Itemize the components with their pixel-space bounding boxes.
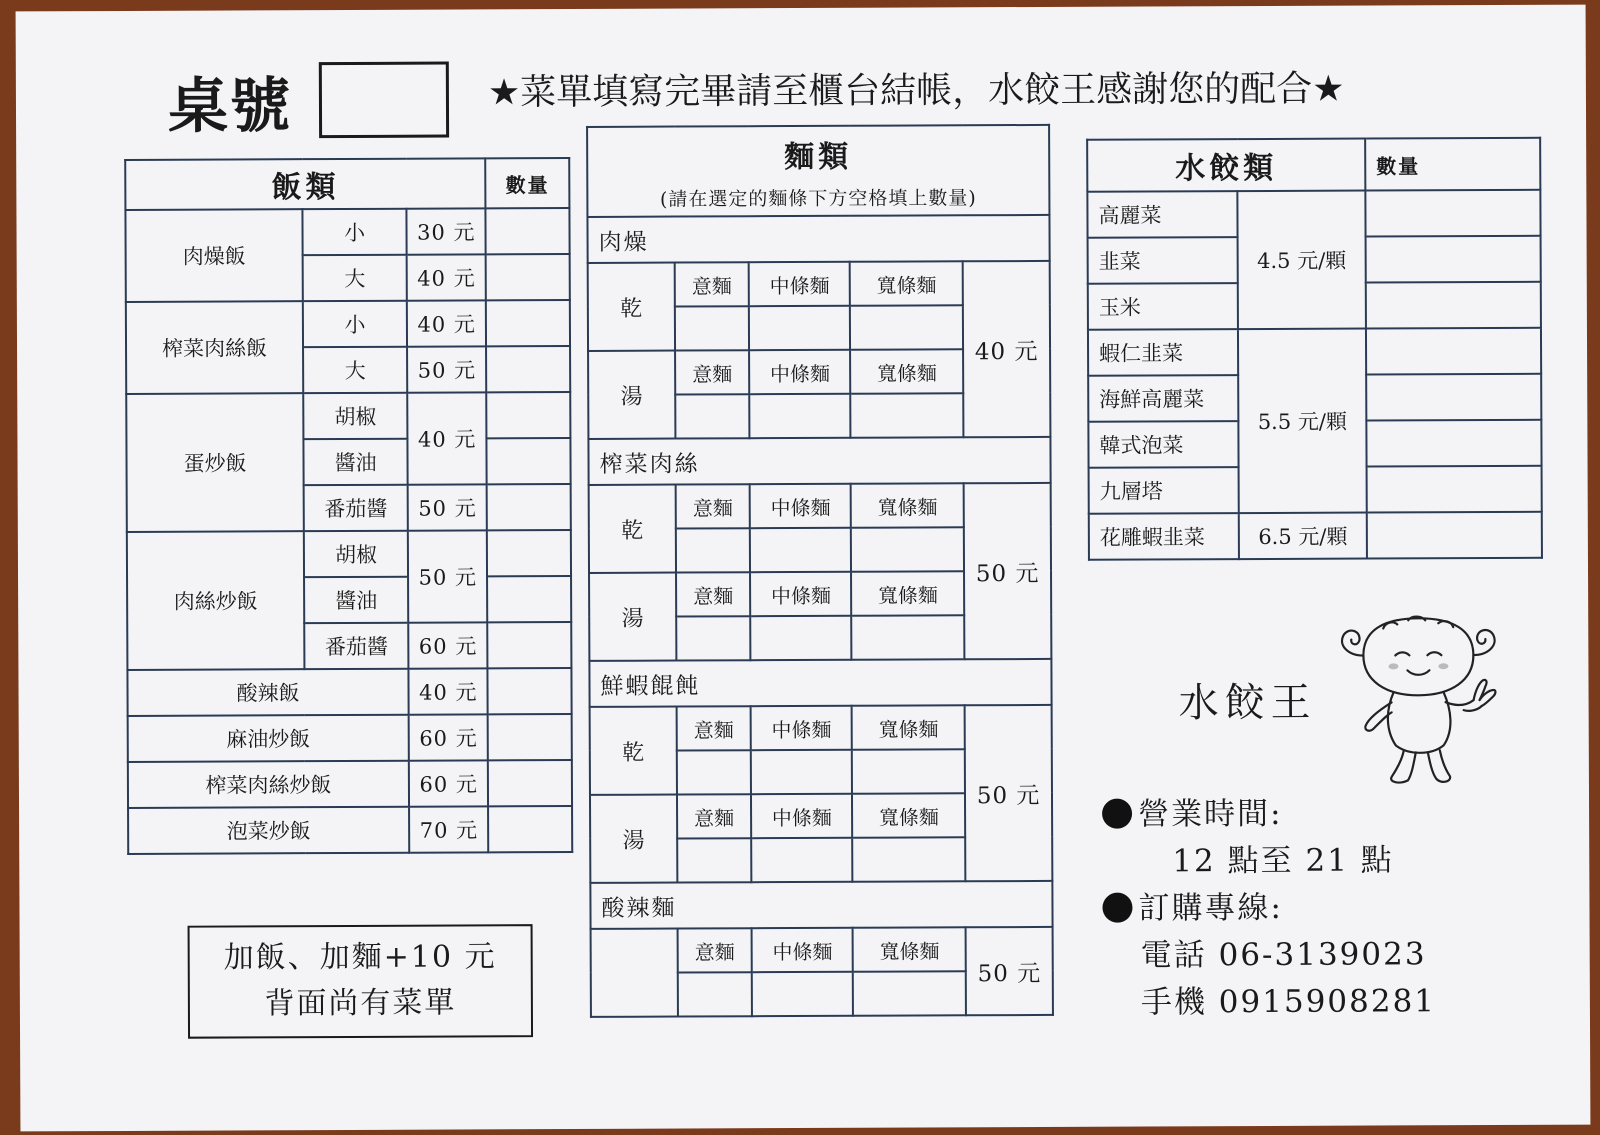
noodle-option: 意麵 [676,572,751,616]
rice-size: 大 [303,255,407,301]
noodle-option: 中條麵 [750,484,851,528]
brand-name: 水餃王 [1178,679,1317,727]
noodle-price: 40 元 [963,261,1051,437]
extras-line-2: 背面尚有菜單 [264,985,457,1022]
rice-price: 50 元 [408,484,488,530]
noodle-dry-label: 乾 [590,707,677,795]
menu-sheet [16,5,1591,1132]
rice-item-name: 榨菜肉絲飯 [126,301,304,394]
noodle-option: 中條麵 [749,262,850,306]
rice-item-name: 泡菜炒飯 [128,807,409,854]
qty-cell[interactable] [852,837,965,881]
dumpling-name: 蝦仁韭菜 [1088,329,1238,376]
noodle-price: 50 元 [964,483,1052,659]
noodle-option: 中條麵 [749,350,850,394]
dumpling-price: 5.5 元/顆 [1238,329,1367,514]
noodle-option: 中條麵 [752,928,853,972]
noodle-dry-label: 乾 [588,263,675,351]
qty-cell[interactable] [751,616,852,660]
dumpling-name: 花雕蝦韭菜 [1089,513,1239,560]
noodle-option: 寬條麵 [851,483,964,527]
rice-size: 小 [303,301,407,347]
rice-price: 50 元 [408,530,488,622]
rice-title: 飯類 [125,158,486,210]
rice-price: 40 元 [408,668,488,714]
rice-seasoning: 醬油 [304,577,408,623]
qty-cell[interactable] [751,750,852,794]
qty-cell[interactable] [1366,328,1541,375]
dumpling-name: 韓式泡菜 [1088,421,1238,468]
notice-text: ★菜單填寫完畢請至櫃台結帳，水餃王感謝您的配合★ [487,68,1345,114]
noodle-option: 意麵 [674,262,749,306]
noodle-soup-label: 湯 [588,351,675,439]
qty-cell[interactable] [1367,512,1542,559]
qty-cell[interactable] [853,971,966,1015]
noodle-option: 意麵 [677,928,752,972]
rice-table [124,157,573,855]
qty-cell[interactable] [486,300,570,346]
noodle-option: 意麵 [675,350,750,394]
rice-size: 大 [303,347,407,393]
noodle-option: 寬條麵 [850,261,963,305]
dumpling-name: 九層塔 [1089,467,1239,514]
qty-cell[interactable] [677,838,752,882]
dumpling-name: 高麗菜 [1087,191,1237,238]
qty-cell[interactable] [487,530,571,576]
rice-price: 30 元 [406,208,486,254]
rice-item-name: 酸辣飯 [127,669,408,716]
qty-cell[interactable] [488,668,572,714]
qty-cell[interactable] [486,346,570,392]
dumpling-name: 玉米 [1088,283,1238,330]
table-number-box[interactable] [319,62,449,139]
qty-cell[interactable] [675,306,750,350]
qty-cell[interactable] [851,615,964,659]
qty-cell[interactable] [488,760,572,806]
rice-item-name: 蛋炒飯 [126,393,304,532]
noodle-header [587,125,1049,217]
dumpling-qty-label: 數量 [1365,138,1540,191]
noodle-item-name: 酸辣麵 [590,881,1052,929]
dumpling-name: 韭菜 [1088,237,1238,284]
noodle-price: 50 元 [965,705,1053,881]
qty-cell[interactable] [749,306,850,350]
noodle-option: 寬條麵 [852,705,965,749]
qty-cell[interactable] [488,576,572,622]
qty-cell[interactable] [488,622,572,668]
qty-cell[interactable] [1366,282,1541,329]
noodle-table [586,124,1054,1018]
noodle-option: 中條麵 [751,706,852,750]
rice-price: 50 元 [407,346,487,392]
hours-label: 營業時間: [1138,795,1283,833]
dumpling-price: 6.5 元/顆 [1239,513,1367,560]
noodle-soup-label: 湯 [589,573,676,661]
bullet-icon [1102,893,1132,923]
qty-cell[interactable] [1367,466,1542,513]
dumpling-name: 海鮮高麗菜 [1088,375,1238,422]
rice-price: 60 元 [408,622,488,668]
rice-item-name: 榨菜肉絲炒飯 [128,761,409,808]
rice-seasoning: 番茄醬 [304,623,408,669]
hours-value: 12 點至 21 點 [1172,842,1394,880]
noodle-option: 意麵 [676,706,751,750]
qty-cell[interactable] [750,394,851,438]
noodle-price: 50 元 [966,927,1053,1015]
noodle-option: 中條麵 [750,572,851,616]
noodle-option: 寬條麵 [853,927,966,971]
noodle-subtitle: (請在選定的麵條下方空格填上數量) [659,186,977,211]
phone-number[interactable]: 電話 06-3139023 [1140,936,1427,974]
qty-cell[interactable] [851,527,964,571]
bullet-icon [1102,799,1132,829]
noodle-title: 麵類 [784,139,853,175]
rice-seasoning: 胡椒 [304,531,408,577]
qty-cell[interactable] [488,714,572,760]
rice-size: 小 [303,209,407,255]
noodle-option: 中條麵 [751,794,852,838]
qty-cell[interactable] [677,750,752,794]
rice-item-name: 肉絲炒飯 [127,531,305,670]
extras-box [188,924,533,1039]
noodle-option: 意麵 [675,484,750,528]
noodle-dry-label: 乾 [589,485,676,573]
rice-price: 40 元 [407,392,487,484]
qty-cell[interactable] [750,528,851,572]
noodle-type-blank [591,929,678,1017]
qty-cell[interactable] [1366,420,1541,467]
dumpling-title: 水餃類 [1087,139,1365,192]
rice-price: 40 元 [407,300,487,346]
noodle-item-name: 肉燥 [587,215,1049,263]
table-number-label: 桌號 [167,71,293,142]
qty-cell[interactable] [852,749,965,793]
rice-item-name: 肉燥飯 [125,209,303,302]
rice-qty-label: 數量 [486,158,570,208]
qty-cell[interactable] [486,254,570,300]
noodle-item-name: 鮮蝦餛飩 [589,659,1051,707]
qty-cell[interactable] [850,305,963,349]
noodle-soup-label: 湯 [590,795,677,883]
dumpling-price: 4.5 元/顆 [1237,191,1366,330]
noodle-option: 意麵 [677,794,752,838]
rice-price: 40 元 [407,254,487,300]
rice-seasoning: 番茄醬 [304,485,408,531]
extras-line-1: 加飯、加麵+10 元 [223,939,497,976]
qty-cell[interactable] [486,208,570,254]
qty-cell[interactable] [1365,190,1540,237]
rice-price: 60 元 [409,714,489,760]
qty-cell[interactable] [1366,374,1541,421]
qty-cell[interactable] [487,438,571,484]
qty-cell[interactable] [487,484,571,530]
qty-cell[interactable] [850,393,963,437]
mobile-number[interactable]: 手機 0915908281 [1140,983,1437,1021]
noodle-item-name: 榨菜肉絲 [588,437,1050,485]
qty-cell[interactable] [675,394,750,438]
order-label: 訂購專線: [1138,889,1284,927]
qty-cell[interactable] [752,838,853,882]
qty-cell[interactable] [676,616,751,660]
qty-cell[interactable] [487,392,571,438]
rice-price: 60 元 [409,760,489,806]
qty-cell[interactable] [676,528,751,572]
qty-cell[interactable] [489,806,573,852]
rice-seasoning: 胡椒 [303,393,407,439]
rice-item-name: 麻油炒飯 [128,715,409,762]
noodle-option: 寬條麵 [852,793,965,837]
rice-price: 70 元 [409,806,489,852]
rice-seasoning: 醬油 [304,439,408,485]
dumpling-table [1086,137,1543,561]
qty-cell[interactable] [752,972,853,1016]
dumpling-mascot-icon [1323,610,1514,791]
store-info [1102,790,1436,1026]
noodle-option: 寬條麵 [850,349,963,393]
qty-cell[interactable] [678,972,753,1016]
qty-cell[interactable] [1366,236,1541,283]
noodle-option: 寬條麵 [851,571,964,615]
